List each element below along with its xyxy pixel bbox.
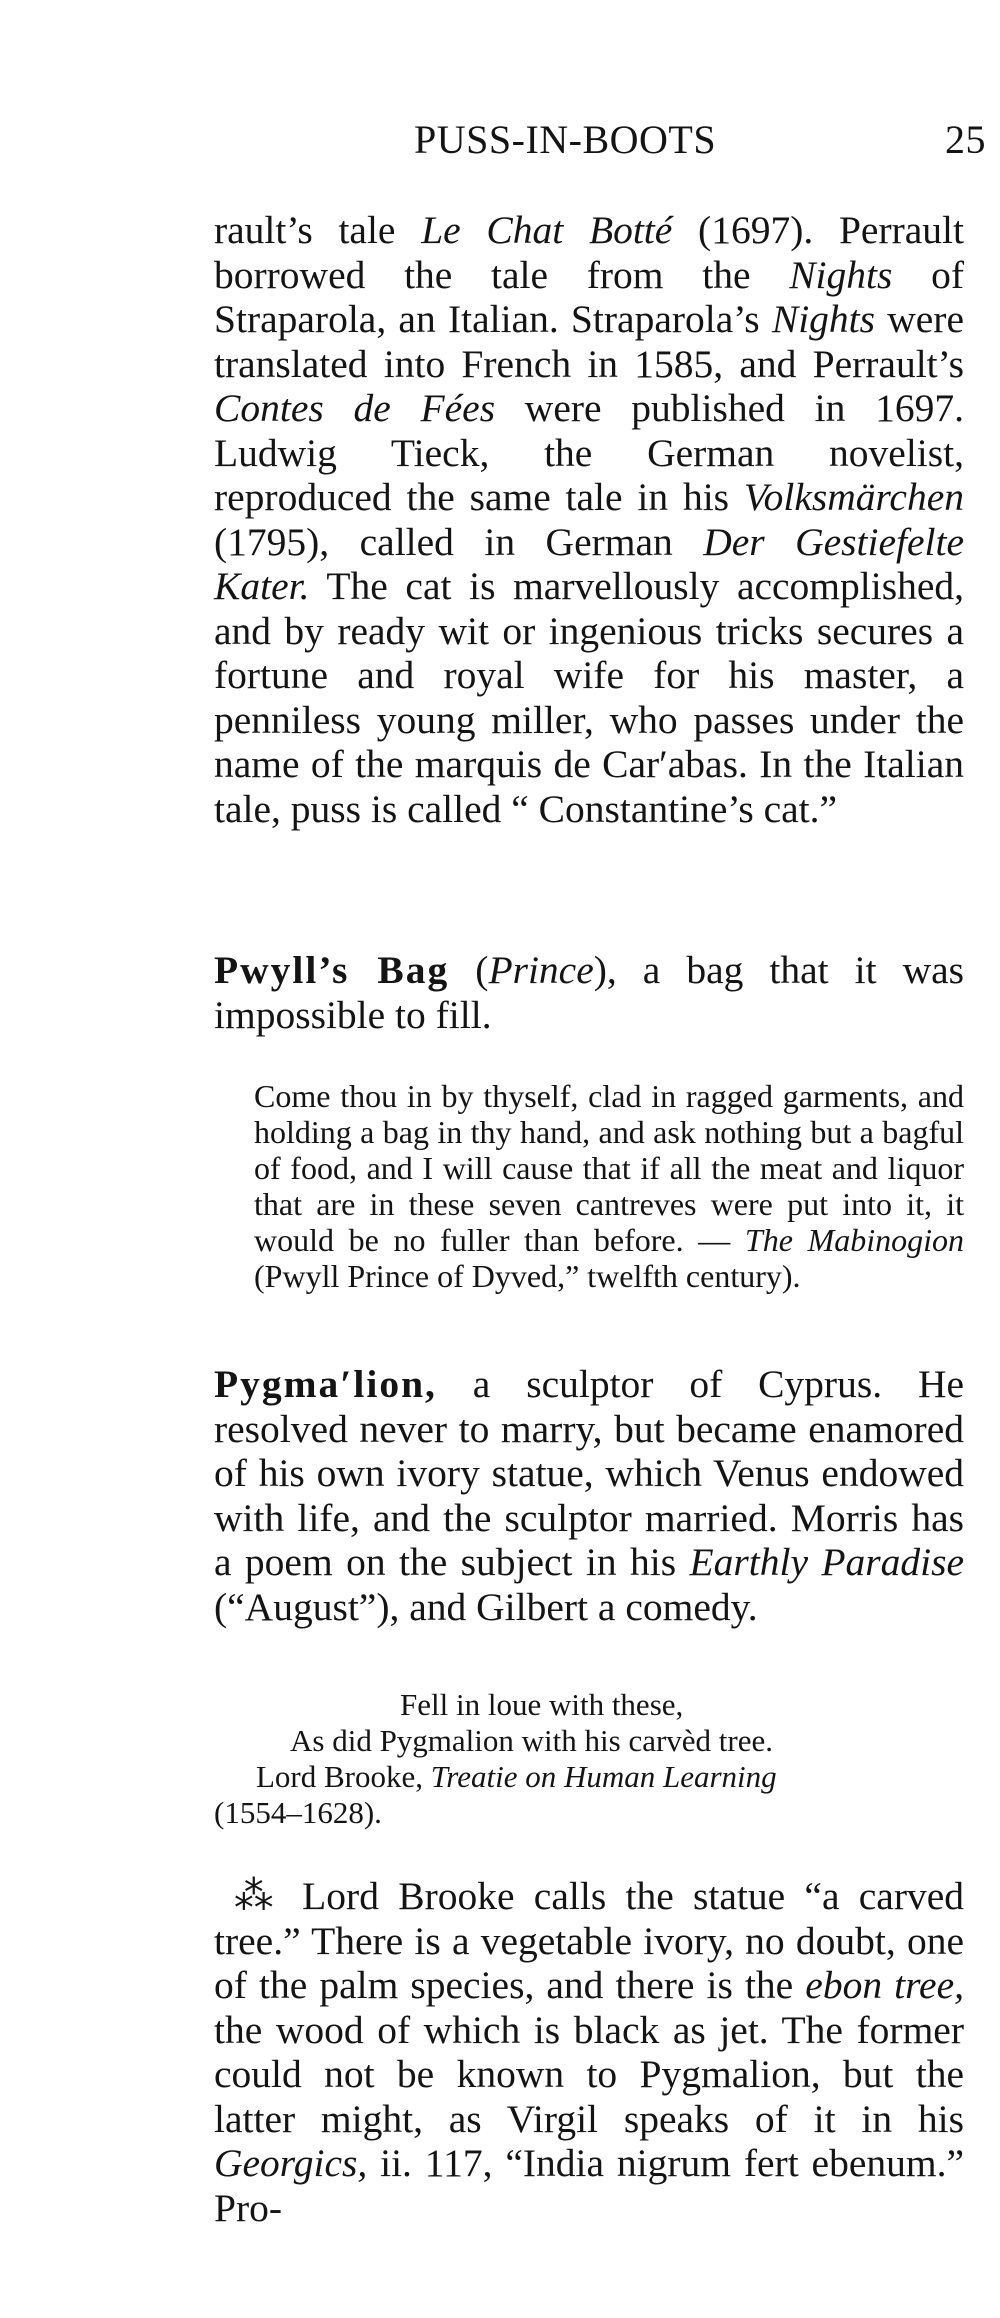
verse-attribution: Lord Brooke, Treatie on Human Learning: [256, 1759, 777, 1794]
title-volksmarchen: Volksmärchen: [743, 475, 964, 519]
entry-pygmalion: Pygma′lion, a sculptor of Cyprus. He resolved never to marry, but became enamored of his own ivory statue, which Venus endowed with life, and the sculptor married. Morris has a poem on the subject in his Earthly Paradise (“August”), and Gilbert a comedy.: [214, 1362, 965, 1629]
continued-entry-paragraph: rault’s tale Le Chat Botté (1697). Perrault borrowed the tale from the Nights of Straparola, an Italian. Straparola’s Nights were translated into French in 1585, and Perrault’s Contes de Fées were published in 1697. Ludwig Tieck, the German novelist, reproduced the same tale in his Volksmärchen (1795), called in German Der Gestiefelte Kater. The cat is marvellously accomplished, and by ready wit or ingenious tricks secures a fortune and royal wife for his master, a penniless young miller, who passes under the name of the marquis de Car′abas. In the Italian tale, puss is called “ Constantine’s cat.”: [214, 208, 965, 831]
editorial-note: ⁂ Lord Brooke calls the statue “a carved tree.” There is a vegetable ivory, no doubt, one of the palm species, and there is the ebon tree, the wood of which is black as jet. The former could not be known to Pygmalion, but the latter might, as Virgil speaks of it in his Georgics, ii. 117, “India nigrum fert ebenum.” Pro-: [214, 1874, 965, 2230]
entry-pwylls-bag: Pwyll’s Bag (Prince), a bag that it was impossible to fill.: [214, 948, 964, 1037]
page-number: 25: [945, 117, 986, 162]
entry-definition: a bag that it was impossible to fill.: [214, 948, 964, 1037]
title-der-gestiefelte-kater: Der Gestiefelte Kater.: [214, 519, 965, 608]
verse-line: As did Pygmalion with his carvèd tree.: [290, 1723, 773, 1758]
verse-quotation: [214, 1687, 964, 1831]
asterism-marker: ⁂: [234, 1874, 283, 1918]
running-title: PUSS-IN-BOOTS: [414, 117, 717, 162]
title-earthly-paradise: Earthly Paradise: [689, 1540, 965, 1584]
title-nights: Nights: [789, 252, 893, 297]
verse-line: Fell in loue with these,: [400, 1687, 684, 1722]
title-le-chat-botte: Le Chat Botté: [421, 208, 673, 252]
quotation-source: The Mabinogion: [744, 1222, 964, 1258]
running-head: [214, 116, 986, 166]
title-georgics: Georgics,: [214, 2141, 368, 2185]
block-quotation: Come thou in by thyself, clad in ragged garments, and holding a bag in thy hand, and ask nothing but a bagful of food, and I will cause that if all the meat and liquor that are in these seven cantreves were put into it, it would be no fuller than before. — The Mabinogion (Pwyll Prince of Dyved,” twelfth century).: [254, 1078, 964, 1294]
entry-headword: Pygma′lion,: [214, 1362, 437, 1406]
verse-attribution-dates: (1554–1628).: [214, 1795, 382, 1830]
term-ebon-tree: ebon tree,: [805, 1963, 964, 2007]
entry-headword: Pwyll’s Bag: [214, 948, 450, 992]
title-nights-2: Nights: [771, 297, 876, 341]
title-contes-de-fees: Contes de Fées: [214, 386, 496, 430]
